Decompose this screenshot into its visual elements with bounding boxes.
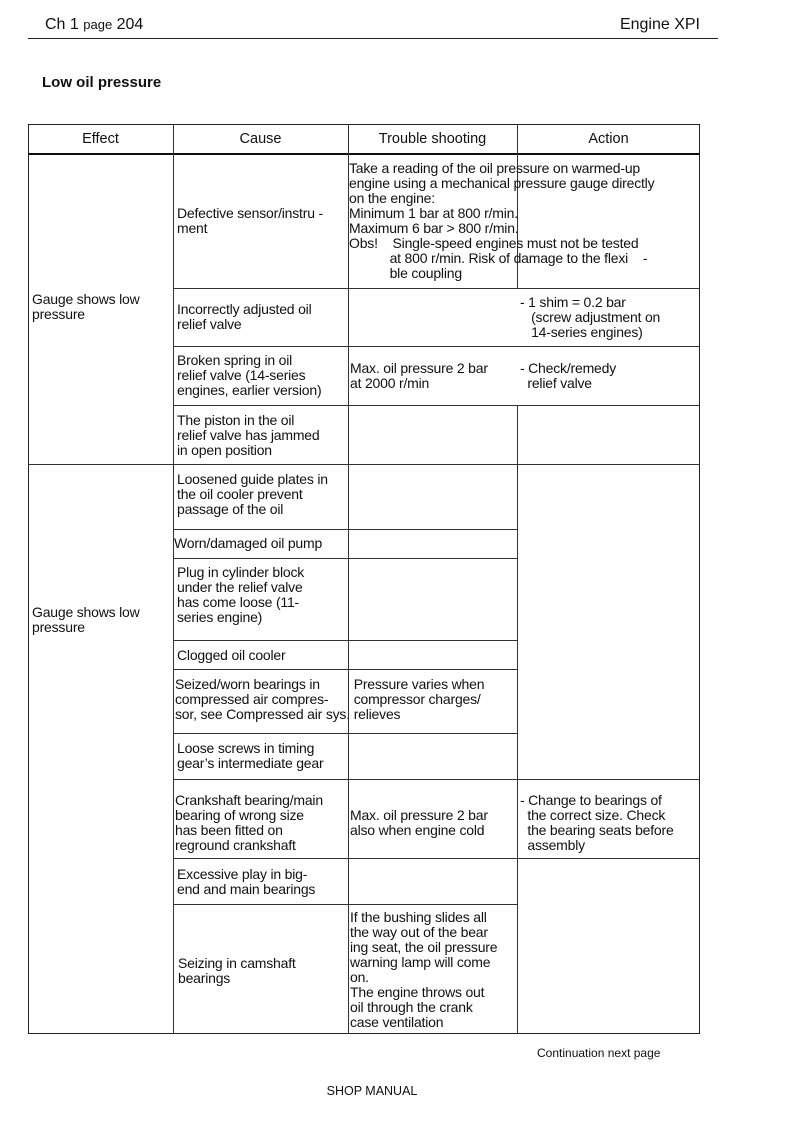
effect-cell: Gauge shows low pressure — [32, 604, 140, 635]
troubleshooting-cell: Max. oil pressure 2 bar also when engine cold — [350, 807, 488, 838]
column-header-trouble-shooting: Trouble shooting — [378, 131, 487, 147]
row-line — [173, 529, 517, 530]
cause-cell: Seizing in camshaft bearings — [178, 955, 296, 986]
cause-cell: Plug in cylinder block under the relief valve has come loose (11- series engine) — [177, 564, 305, 625]
column-header-cause: Cause — [239, 131, 282, 147]
cause-cell: Incorrectly adjusted oil relief valve — [177, 301, 312, 332]
row-line — [173, 405, 700, 406]
shop-manual-footer: SHOP MANUAL — [326, 1084, 418, 1098]
effect-cell: Gauge shows low pressure — [32, 291, 140, 322]
column-header-effect: Effect — [82, 131, 119, 147]
page-word: page — [83, 17, 113, 32]
row-line — [173, 288, 700, 289]
chapter-page-label — [45, 16, 143, 34]
cause-cell: Seized/worn bearings in compressed air compres- sor, see Compressed air sys. — [175, 676, 350, 722]
action-cell: - Check/remedy relief valve — [520, 360, 617, 391]
action-cell: - 1 shim = 0.2 bar (screw adjustment on 14-series engines) — [520, 294, 661, 340]
row-line — [173, 558, 517, 559]
cause-cell: Defective sensor/instru - ment — [177, 205, 323, 236]
troubleshooting-cell: Max. oil pressure 2 bar at 2000 r/min — [350, 360, 488, 391]
row-line — [173, 733, 517, 734]
troubleshooting-table — [28, 124, 700, 1034]
column-header-action: Action — [588, 131, 629, 147]
page-number: 204 — [116, 16, 144, 33]
cause-cell: Loose screws in timing gear’s intermediate gear — [177, 740, 324, 771]
manual-title: Engine XPI — [619, 16, 700, 33]
troubleshooting-cell: If the bushing slides all the way out of the bear ing seat, the oil pressure warning lamp will come on. The engine throws out oil through the crank case ventilation — [350, 909, 498, 1030]
col-divider-3b — [517, 405, 518, 1034]
row-line — [173, 346, 700, 347]
row-line — [173, 858, 700, 859]
header-rule — [28, 38, 718, 39]
troubleshooting-cell: Take a reading of the oil pressure on warmed-up engine using a mechanical pressure gauge directly on the engine: Minimum 1 bar at 800 r/min. Maximum 6 bar > 800 r/min. Obs! Single-speed engines must not be tested at 800 r/min. Risk of damage to the flexi - ble coupling — [349, 160, 655, 281]
cause-cell: Excessive play in big- end and main bearings — [177, 866, 316, 897]
cause-cell: Worn/damaged oil pump — [174, 535, 323, 551]
cause-cell: Loosened guide plates in the oil cooler prevent passage of the oil — [177, 471, 328, 517]
row-line — [173, 669, 517, 670]
continuation-note: Continuation next page — [537, 1046, 661, 1060]
cause-cell: Crankshaft bearing/main bearing of wrong size has been fitted on reground crankshaft — [175, 792, 323, 853]
col-divider-1 — [173, 124, 174, 1034]
row-line — [173, 904, 517, 905]
row-line — [173, 640, 517, 641]
cause-cell: The piston in the oil relief valve has jammed in open position — [177, 412, 320, 458]
group-divider — [28, 464, 700, 465]
row-line — [173, 779, 700, 780]
cause-cell: Clogged oil cooler — [177, 647, 286, 663]
cause-cell: Broken spring in oil relief valve (14-series engines, earlier version) — [177, 352, 322, 398]
section-title: Low oil pressure — [42, 74, 162, 91]
troubleshooting-cell: Pressure varies when compressor charges/ relieves — [353, 676, 485, 722]
action-cell: - Change to bearings of the correct size. Check the bearing seats before assembly — [520, 792, 674, 853]
header-separator — [28, 153, 700, 155]
chapter-label: Ch 1 — [45, 16, 79, 33]
